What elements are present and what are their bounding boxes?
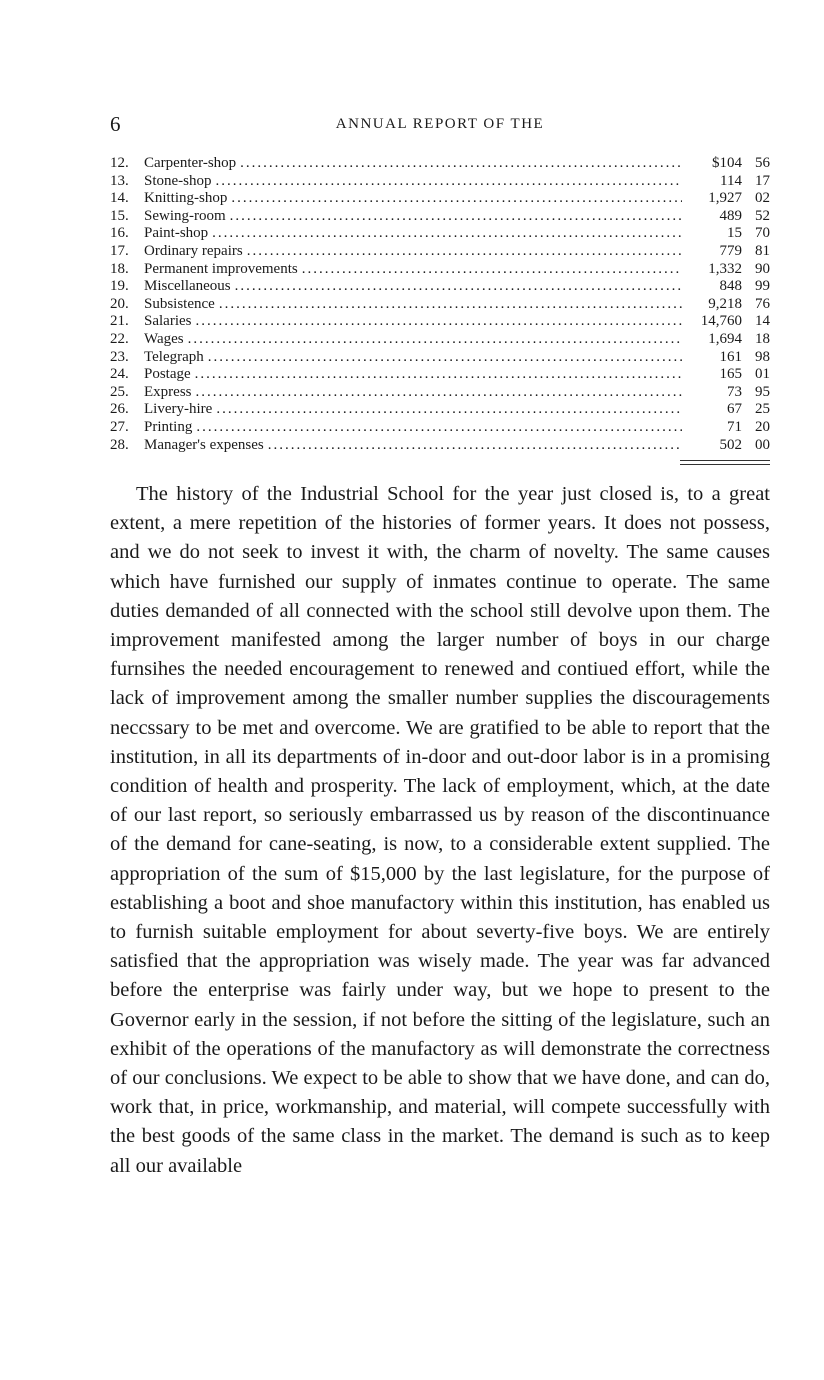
- expense-cents: 81: [755, 242, 770, 259]
- dot-leader: [268, 437, 682, 455]
- dot-leader: [196, 419, 682, 437]
- expense-label: Printing: [144, 418, 193, 435]
- expense-label: Salaries: [144, 313, 192, 330]
- page-number: 6: [110, 112, 121, 136]
- expense-cents: 01: [755, 366, 770, 383]
- expense-dollars: 489: [719, 207, 742, 224]
- dot-leader: [240, 155, 682, 173]
- expense-dollars: 15: [727, 225, 742, 242]
- expense-cents: 18: [755, 330, 770, 347]
- expense-label: Sewing-room: [144, 207, 226, 224]
- expense-dollars: 9,218: [708, 295, 742, 312]
- expense-number: 14.: [110, 190, 129, 207]
- expense-dollars: 848: [719, 278, 742, 295]
- expense-number: 17.: [110, 242, 129, 259]
- expense-table: [110, 155, 770, 454]
- expense-number: 22.: [110, 330, 129, 347]
- expense-label: Knitting-shop: [144, 190, 228, 207]
- expense-dollars: 1,927: [708, 190, 742, 207]
- dot-leader: [196, 384, 683, 402]
- expense-row: [110, 419, 770, 437]
- dot-leader: [195, 366, 682, 384]
- body-paragraph: The history of the Industrial School for the year just closed is, to a great extent, a mere repetition of the histories of former years. It does not possess, and we do not seek to invest it with, the charm of novelty. The same causes which have furnished our supply of inmates continue to operate. The same duties demanded of all connected with the school still devolve upon them. The improvement manifested among the larger number of boys in our charge furnsihes the needed encouragement to renewed and contiued effort, while the lack of improvement among the smaller number supplies the discouragements neccssary to be met and overcome. We are gratified to be able to report that the institution, in all its departments of in-door and out-door labor is in a promising condition of health and prosperity. The lack of employment, which, at the date of our last report, so seriously embarrassed us by reason of the discontinuance of the demand for cane-seating, is now, to a considerable extent supplied. The appropriation of the sum of $15,000 by the last legislature, for the purpose of establishing a boot and shoe manufactory within this institution, has enabled us to furnish suitable employment for about severty-five boys. We are entirely satisfied that the appropriation was wisely made. The year was far advanced before the enterprise was fairly under way, but we hope to present to the Governor early in the session, if not before the sitting of the legislature, such an exhibit of the operations of the manufactory as will demonstrate the correctness of our conclusions. We expect to be able to show that we have done, and can do, work that, in price, workmanship, and material, will compete successfully with the best goods of the same class in the market. The demand is such as to keep all our available: [110, 483, 770, 1177]
- expense-cents: 76: [755, 295, 770, 312]
- expense-number: 18.: [110, 260, 129, 277]
- expense-row: [110, 313, 770, 331]
- running-head: ANNUAL REPORT OF THE: [335, 116, 545, 132]
- page-header: [110, 112, 770, 138]
- expense-number: 21.: [110, 313, 129, 330]
- dot-leader: [235, 278, 682, 296]
- expense-dollars: 779: [719, 242, 742, 259]
- expense-number: 25.: [110, 383, 129, 400]
- dot-leader: [247, 243, 682, 261]
- dot-leader: [230, 208, 682, 226]
- expense-dollars: 1,332: [708, 260, 742, 277]
- expense-label: Postage: [144, 366, 191, 383]
- expense-number: 15.: [110, 207, 129, 224]
- dot-leader: [231, 190, 682, 208]
- expense-label: Manager's expenses: [144, 436, 264, 453]
- expense-cents: 70: [755, 225, 770, 242]
- expense-label: Stone-shop: [144, 172, 212, 189]
- expense-row: [110, 437, 770, 455]
- dot-leader: [188, 331, 682, 349]
- expense-label: Wages: [144, 330, 184, 347]
- expense-label: Paint-shop: [144, 225, 209, 242]
- expense-row: [110, 349, 770, 367]
- expense-cents: 17: [755, 172, 770, 189]
- expense-number: 28.: [110, 436, 129, 453]
- expense-label: Permanent improvements: [144, 260, 298, 277]
- dot-leader: [212, 225, 682, 243]
- expense-dollars: 14,760: [700, 313, 742, 330]
- expense-number: 24.: [110, 366, 129, 383]
- expense-cents: 00: [755, 436, 770, 453]
- expense-row: [110, 366, 770, 384]
- dot-leader: [216, 401, 682, 419]
- expense-number: 16.: [110, 225, 129, 242]
- expense-number: 27.: [110, 418, 129, 435]
- body-text: [110, 480, 770, 1181]
- expense-label: Miscellaneous: [144, 278, 231, 295]
- expense-dollars: 67: [727, 401, 742, 418]
- expense-number: 19.: [110, 278, 129, 295]
- expense-number: 26.: [110, 401, 129, 418]
- expense-cents: 14: [755, 313, 770, 330]
- expense-dollars: 71: [727, 418, 742, 435]
- expense-dollars: 165: [719, 366, 742, 383]
- expense-row: [110, 173, 770, 191]
- expense-cents: 25: [755, 401, 770, 418]
- dot-leader: [195, 313, 682, 331]
- expense-cents: 98: [755, 348, 770, 365]
- total-double-rule: [680, 460, 770, 465]
- expense-cents: 95: [755, 383, 770, 400]
- dot-leader: [219, 296, 682, 314]
- expense-row: [110, 278, 770, 296]
- expense-label: Subsistence: [144, 295, 215, 312]
- expense-number: 20.: [110, 295, 129, 312]
- expense-number: 12.: [110, 155, 129, 171]
- expense-cents: 90: [755, 260, 770, 277]
- expense-dollars: 73: [727, 383, 742, 400]
- expense-cents: 52: [755, 207, 770, 224]
- expense-label: Livery-hire: [144, 401, 213, 418]
- expense-dollars: 114: [720, 172, 742, 189]
- expense-row: [110, 208, 770, 226]
- expense-dollars: 1,694: [708, 330, 742, 347]
- expense-cents: 99: [755, 278, 770, 295]
- expense-label: Telegraph: [144, 348, 204, 365]
- expense-number: 13.: [110, 172, 129, 189]
- expense-cents: 56: [755, 155, 770, 171]
- expense-row: [110, 331, 770, 349]
- dot-leader: [216, 173, 683, 191]
- expense-row: [110, 155, 770, 173]
- expense-cents: 20: [755, 418, 770, 435]
- expense-row: [110, 261, 770, 279]
- expense-row: [110, 225, 770, 243]
- expense-row: [110, 190, 770, 208]
- expense-cents: 02: [755, 190, 770, 207]
- expense-row: [110, 384, 770, 402]
- expense-dollars: 502: [719, 436, 742, 453]
- dot-leader: [302, 261, 682, 279]
- expense-dollars: $104: [712, 155, 742, 171]
- expense-row: [110, 243, 770, 261]
- expense-row: [110, 296, 770, 314]
- expense-label: Carpenter-shop: [144, 155, 237, 171]
- expense-dollars: 161: [719, 348, 742, 365]
- expense-number: 23.: [110, 348, 129, 365]
- expense-label: Express: [144, 383, 192, 400]
- expense-label: Ordinary repairs: [144, 242, 243, 259]
- dot-leader: [208, 349, 682, 367]
- expense-row: [110, 401, 770, 419]
